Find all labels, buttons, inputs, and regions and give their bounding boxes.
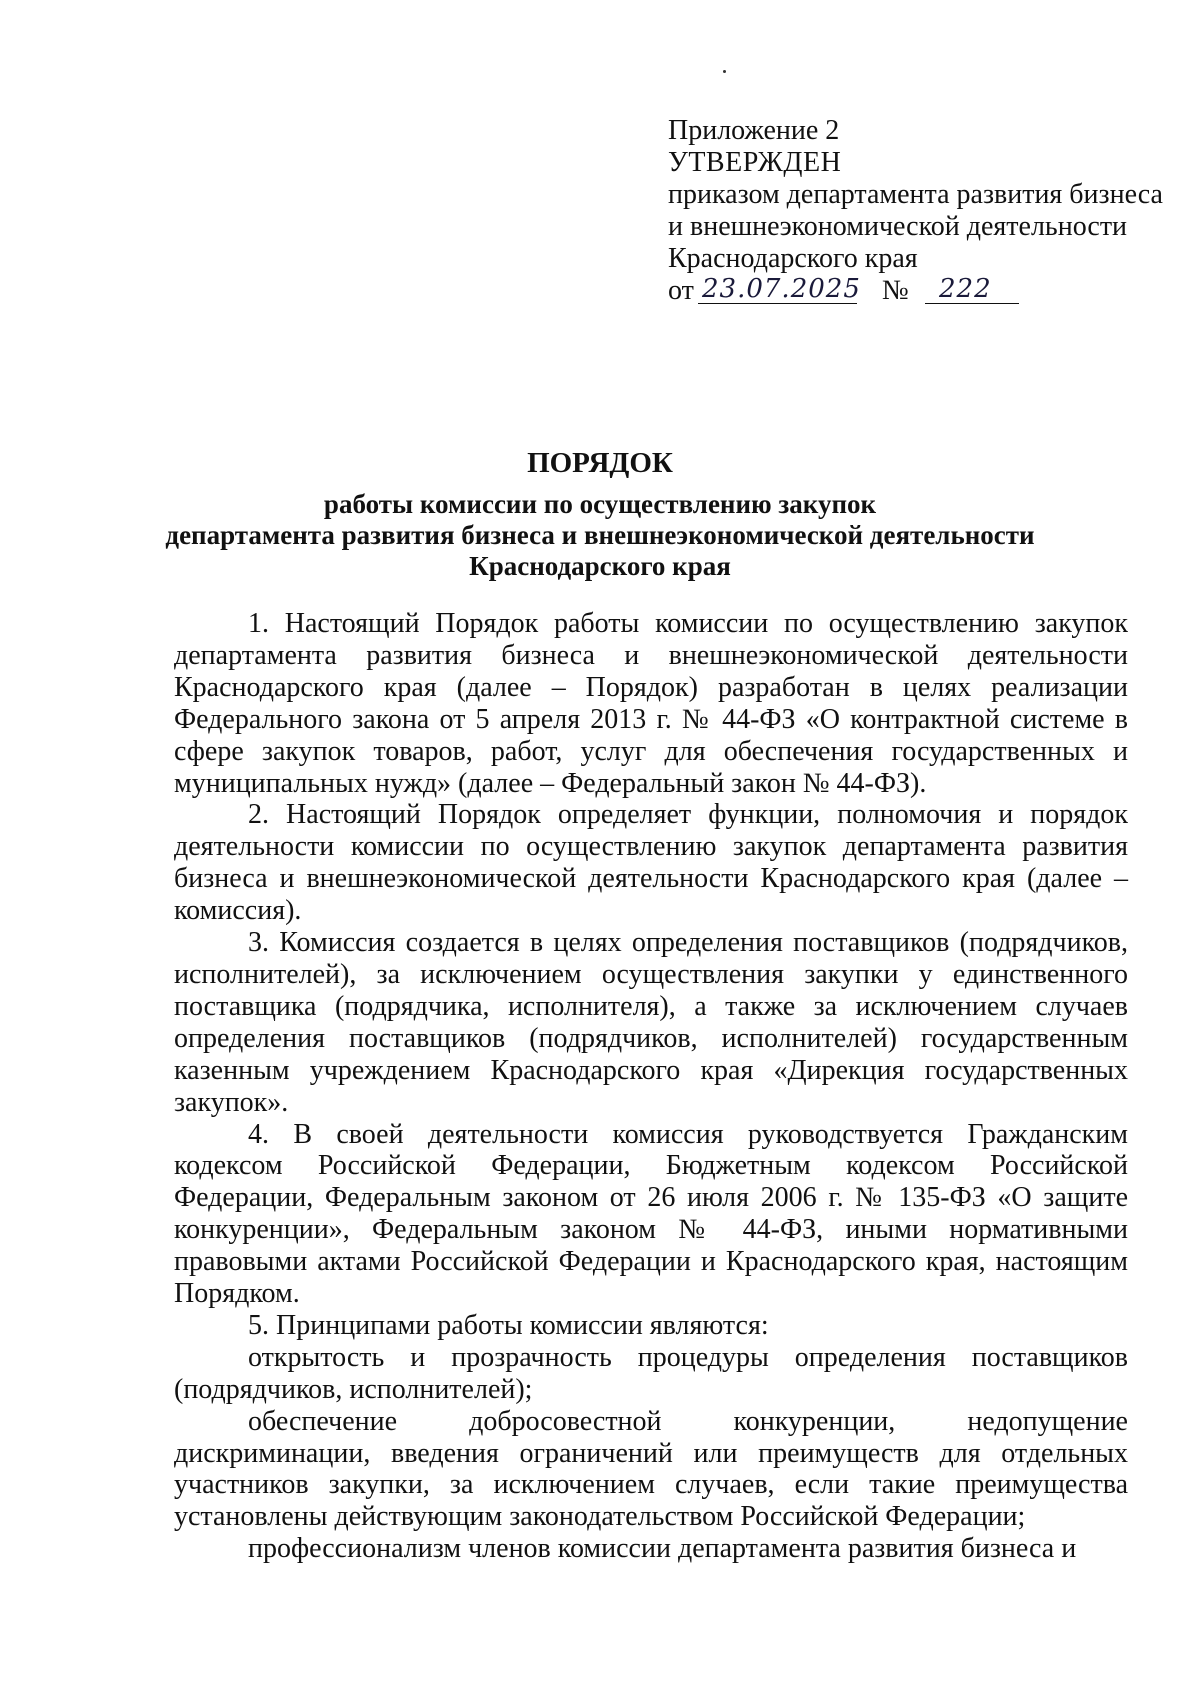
paragraph: обеспечение добросовестной конкуренции, недопущение дискриминации, введения ограничений или преимуществ для отдельных участников закупки, за исключением случаев, если такие преимущества установлены действующим законодательством Российской Федерации; (174, 1405, 1128, 1533)
paragraph: открытость и прозрачность процедуры определения поставщиков (подрядчиков, исполнителей); (174, 1341, 1128, 1405)
appendix-label: Приложение 2 (668, 115, 840, 146)
paragraph: 1. Настоящий Порядок работы комиссии по осуществлению закупок департамента развития бизнеса и внешнеэкономической деятельности Краснодарского края (далее – Порядок) разработан в целях реализации Федерального закона от 5 апреля 2013 г. № 44-ФЗ «О контрактной системе в сфере закупок товаров, работ, услуг для обеспечения государственных и муниципальных нужд» (далее – Федеральный закон № 44-ФЗ). (174, 608, 1128, 799)
document-body (174, 608, 1128, 1565)
paragraph: 3. Комиссия создается в целях определения поставщиков (подрядчиков, исполнителей), за исключением осуществления закупки у единственного поставщика (подрядчика, исполнителя), а также за исключением случаев определения поставщиков (подрядчиков, исполнителей) государственным казенным учреждением Краснодарского края «Дирекция государственных закупок». (174, 927, 1128, 1118)
handwritten-date: 23.07.2025 (698, 273, 857, 304)
paragraph: 2. Настоящий Порядок определяет функции, полномочия и порядок деятельности комиссии по осуществлению закупок департамента развития бизнеса и внешнеэкономической деятельности Краснодарского края (далее – комиссия). (174, 799, 1128, 927)
number-prefix: № (882, 275, 909, 306)
title-main: ПОРЯДОК (527, 447, 673, 479)
order-date-number (668, 275, 1178, 309)
paragraph: 4. В своей деятельности комиссия руководствуется Гражданским кодексом Российской Федерации, Бюджетным кодексом Российской Федерации, Федеральным законом от 26 июля 2006 г. № 135-ФЗ «О защите конкуренции», Федеральным законом № 44-ФЗ, иными нормативными правовыми актами Российской Федерации и Краснодарского края, настоящим Порядком. (174, 1118, 1128, 1310)
handwritten-number: 222 (925, 273, 1019, 304)
scan-speck (723, 70, 726, 73)
paragraph: 5. Принципами работы комиссии являются: (248, 1309, 769, 1341)
issuer-line: и внешнеэкономической деятельности (668, 211, 1128, 242)
title-line: Краснодарского края (469, 551, 731, 581)
approval-block (668, 115, 1178, 309)
title-line: департамента развития бизнеса и внешнеэкономической деятельности (165, 520, 1035, 550)
approved-label: УТВЕРЖДЕН (668, 147, 842, 178)
issuer-line: Краснодарского края (668, 243, 918, 274)
date-prefix: от (668, 275, 694, 306)
paragraph: профессионализм членов комиссии департамента развития бизнеса и (248, 1533, 1077, 1565)
issuer-line: приказом департамента развития бизнеса (668, 179, 1163, 210)
title-line: работы комиссии по осуществлению закупок (323, 489, 877, 519)
document-title (0, 445, 1200, 582)
